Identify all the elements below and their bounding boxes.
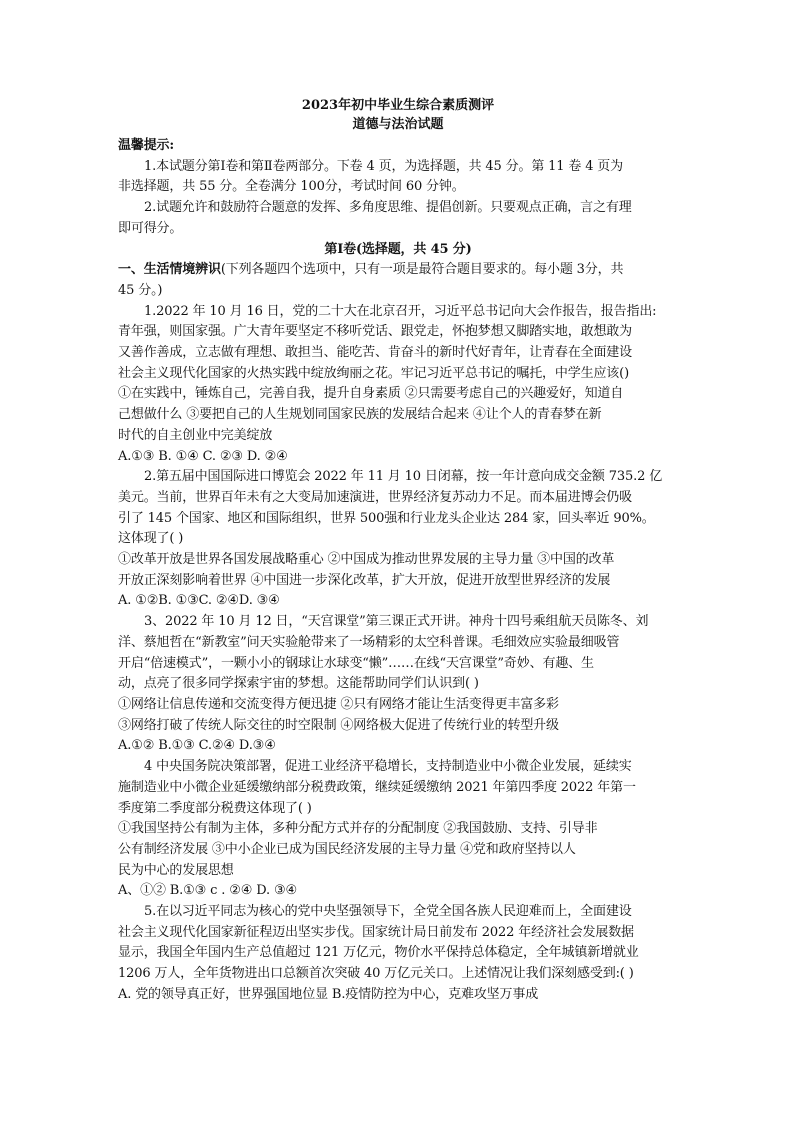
- question-1-line: 时代的自主创业中完美绽放: [118, 427, 273, 443]
- question-2-line: 开放正深刻影响着世界 ④中国进一步深化改革，扩大开放，促进开放型世界经济的发展: [118, 572, 611, 588]
- question-1-line: 己想做什么 ③要把自己的人生规划同国家民族的发展结合起来 ④让个人的青春梦在新: [118, 407, 602, 423]
- question-5-line: 1206 万人，全年货物进出口总额首次突破 40 万亿元关口。上述情况让我们深刻感受到:( ): [118, 966, 634, 982]
- exam-page: [118, 96, 678, 1006]
- section-heading-line2: 45 分。): [118, 282, 163, 298]
- notice-line: 即可得分。: [118, 220, 183, 236]
- question-3-options: A.①② B.①③ C.②④ D.③④: [118, 738, 276, 754]
- question-4-line: ①我国坚持公有制为主体，多种分配方式并存的分配制度 ②我国鼓励、支持、引导非: [118, 821, 598, 837]
- question-2-options: A. ①②B. ①③C. ②④D. ③④: [118, 593, 280, 609]
- question-1-line: 青年强，则国家强。广大青年要坚定不移听党话、跟党走，怀抱梦想又脚踏实地，敢想敢为: [118, 324, 633, 340]
- question-2-line: 引了 145 个国家、地区和国际组织，世界 500强和行业龙头企业达 284 家，回头率近 90%。: [118, 510, 655, 526]
- question-4-options: A、①② B.①③ c . ②④ D. ③④: [118, 883, 297, 899]
- question-3-line: 3、2022 年 10 月 12 日，“天宫课堂”第三课正式开讲。神舟十四号乘组航天员陈冬、刘: [144, 614, 649, 630]
- question-5-options: A. 党的领导真正好，世界强国地位显 B.疫情防控为中心，克难攻坚万事成: [118, 986, 539, 1002]
- question-2-line: ①改革开放是世界各国发展战略重心 ②中国成为推动世界发展的主导力量 ③中国的改革: [118, 552, 615, 568]
- section-heading-bold: 一、生活情境辨识: [118, 262, 221, 278]
- question-4-line: 公有制经济发展 ③中小企业已成为国民经济发展的主导力量 ④党和政府坚持以人: [118, 841, 576, 857]
- question-2-line: 美元。当前，世界百年未有之大变局加速演进，世界经济复苏动力不足。而本届进博会仍吸: [118, 489, 633, 505]
- question-3-line: 动，点亮了很多同学探索宇宙的梦想。这能帮助同学们认识到( ): [118, 676, 479, 692]
- question-4-line: 季度第二季度部分税费这体现了( ): [118, 800, 312, 816]
- question-4-line: 民为中心的发展思想: [118, 862, 234, 878]
- notice-label: 温馨提示:: [118, 138, 175, 153]
- question-1-line: 社会主义现代化国家的火热实践中绽放绚丽之花。牢记习近平总书记的嘱托，中学生应该(): [118, 365, 629, 381]
- question-4-line: 施制造业中小微企业延缓缴纳部分税费政策，继续延缓缴纳 2021 年第四季度 2022 年第一: [118, 779, 636, 795]
- question-1-line: 1.2022 年 10 月 16 日，党的二十大在北京召开，习近平总书记向大会作报告，报告指出:: [144, 303, 657, 319]
- question-1-line: ①在实践中，锤炼自己，完善自我，提升自身素质 ②只需要考虑自己的兴趣爱好，知道自: [118, 386, 624, 402]
- question-5-line: 5.在以习近平同志为核心的党中央坚强领导下，全党全国各族人民迎难而上，全面建设: [144, 904, 632, 920]
- section-heading-rest: (下列各题四个选项中，只有一项是最符合题目要求的。每小题 3分，共: [220, 262, 624, 278]
- question-1-line: 又善作善成，立志做有理想、敢担当、能吃苦、肯奋斗的新时代好青年，让青春在全面建设: [118, 345, 633, 361]
- question-2-line: 这体现了( ): [118, 531, 184, 547]
- question-2-line: 2.第五届中国国际进口博览会 2022 年 11 月 10 日闭幕，按一年计意向成交金额 735.2 亿: [144, 469, 663, 485]
- question-1-options: A.①③ B. ①④ C. ②③ D. ②④: [118, 448, 288, 464]
- notice-line: 2.试题允许和鼓励符合题意的发挥、多角度思维、提倡创新。只要观点正确，言之有理: [144, 200, 632, 216]
- part-title: 第Ⅰ卷(选择题，共 45 分): [324, 241, 472, 257]
- exam-title: 2023年初中毕业生综合素质测评: [301, 98, 495, 113]
- question-5-line: 社会主义现代化国家新征程迈出坚实步伐。国家统计局日前发布 2022 年经济社会发展数据: [118, 924, 634, 940]
- question-5-line: 显示，我国全年国内生产总值超过 121 万亿元，物价水平保持总体稳定，全年城镇新增就业: [118, 945, 639, 961]
- question-3-line: ①网络让信息传递和交流变得方便迅捷 ②只有网络才能让生活变得更丰富多彩: [118, 696, 559, 712]
- question-3-line: ③网络打破了传统人际交往的时空限制 ④网络极大促进了传统行业的转型升级: [118, 717, 559, 733]
- exam-subtitle: 道德与法治试题: [352, 117, 444, 132]
- question-3-line: 洋、蔡旭哲在“新教室”问天实验舱带来了一场精彩的太空科普课。毛细效应实验最细吸管: [118, 634, 620, 650]
- notice-line: 1.本试题分第Ⅰ卷和第Ⅱ卷两部分。下卷 4 页，为选择题，共 45 分。第 11 卷 4 页为: [144, 158, 624, 174]
- question-3-line: 开启“倍速模式”，一颗小小的钢球让水球变“懒”……在线“天宫课堂”奇妙、有趣、生: [118, 655, 594, 671]
- notice-line: 非选择题，共 55 分。全卷满分 100分，考试时间 60 分钟。: [118, 179, 465, 195]
- question-4-line: 4 中央国务院决策部署，促进工业经济平稳增长，支持制造业中小微企业发展，延续实: [144, 759, 632, 775]
- section-heading: [118, 260, 678, 281]
